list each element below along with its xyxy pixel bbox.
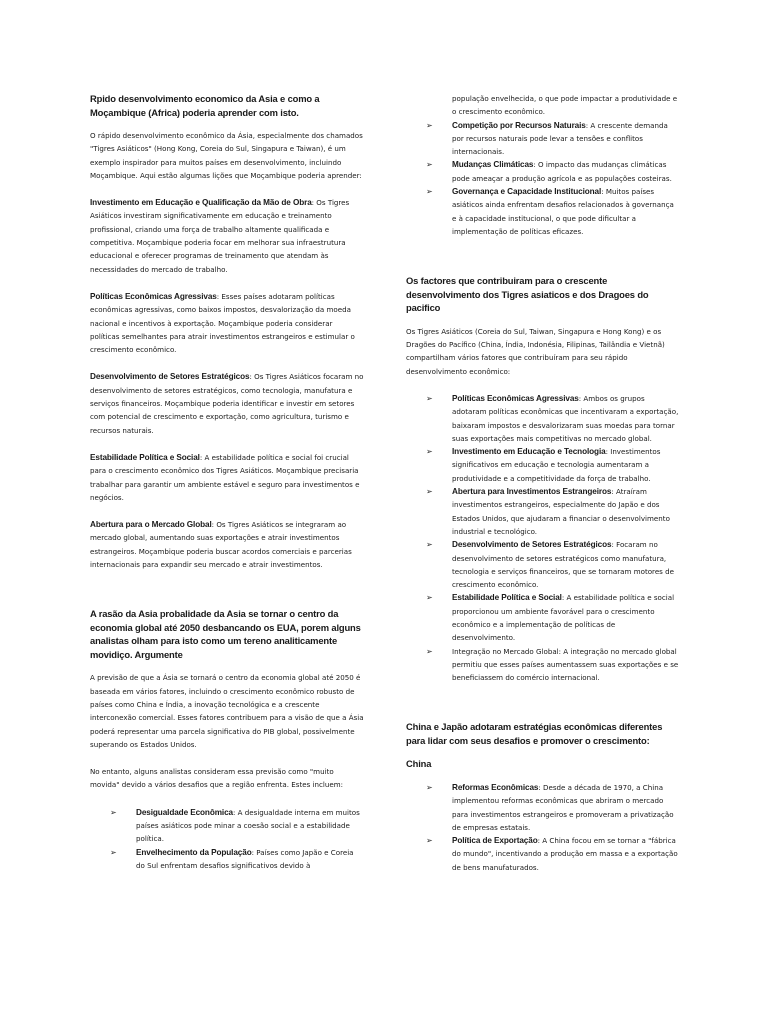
list-item: ➢ Envelhecimento da População: Países como Japão e Coreia do Sul enfrentam desafios significativos devido à	[110, 847, 354, 870]
list-item: ➢ Integração no Mercado Global: A integração no mercado global permitiu que esses países aumentassem suas exportações e se beneficiassem do comércio internacional.	[426, 646, 679, 683]
challenges-list	[90, 806, 364, 872]
section-heading: Os factores que contribuiram para o crescente desenvolvimento dos Tigres asiaticos e dos Dragoes do pacifico	[406, 275, 649, 314]
arrow-bullet-icon: ➢	[426, 540, 433, 550]
arrow-bullet-icon: ➢	[426, 393, 433, 403]
list-item: ➢ Investimento em Educação e Tecnologia: Investimentos significativos em educação e tecnologia aumentaram a produtividade e a competitividade da força de trabalho.	[426, 447, 661, 483]
lesson-paragraph: Políticas Econômicas Agressivas: Esses países adotaram políticas econômicas agressivas, como baixos impostos, desvalorização da moeda nacional e incentivos à exportação. Moçambique poderia considerar políticas semelhantes para atrair investimentos estrangeiros e estimular o crescimento econômico.	[90, 291, 355, 355]
arrow-bullet-icon: ➢	[426, 447, 433, 457]
arrow-bullet-icon: ➢	[426, 782, 433, 792]
list-item: ➢ Competição por Recursos Naturais: A crescente demanda por recursos naturais pode levar a tensões e conflitos internacionais.	[426, 120, 668, 157]
lesson-paragraph: Estabilidade Política e Social: A estabilidade política e social foi crucial para o crescimento econômico dos Tigres Asiáticos. Moçambique precisaria trabalhar para garantir um ambiente estável e seguro para investimentos e negócios.	[90, 452, 360, 502]
document-title: Rpido desenvolvimento economico da Asia e como a Moçambique (Africa) poderia aprender com isto.	[90, 93, 320, 118]
lessons-list	[90, 196, 364, 571]
list-item: ➢ Política de Exportação: A China focou em se tornar a "fábrica do mundo", incentivando a produção em massa e a exportação de bens manufaturados.	[426, 836, 678, 872]
arrow-bullet-icon: ➢	[426, 187, 433, 197]
challenges-list-continued	[406, 92, 680, 238]
arrow-bullet-icon: ➢	[426, 120, 433, 130]
arrow-bullet-icon: ➢	[110, 847, 117, 857]
list-item: ➢ Estabilidade Política e Social: A estabilidade política e social proporcionou um ambiente favorável para o crescimento econômico e a implementação de políticas de desenvolvimento.	[426, 593, 675, 643]
list-item: ➢ Abertura para Investimentos Estrangeiros: Atraíram investimentos estrangeiros, especialmente do Japão e dos Estados Unidos, que ajudaram a financiar o desenvolvimento industrial e tecnológico.	[426, 487, 670, 536]
lesson-paragraph: Desenvolvimento de Setores Estratégicos: Os Tigres Asiáticos focaram no desenvolvimento de setores estratégicos, como tecnologia, manufatura e serviços financeiros. Moçambique poderia identificar e investir em setores com potencial de crescimento e exportação, como agricultura, turismo e recursos naturais.	[90, 372, 364, 435]
section-paragraph: Os Tigres Asiáticos (Coreia do Sul, Taiwan, Singapura e Hong Kong) e os Dragões do Pacífico (China, Índia, Indonésia, Filipinas, Tailândia e Vietnã) compartilham vários fatores que contribuíram para seu rápido desenvolvimento econômico:	[406, 326, 665, 376]
left-column	[90, 92, 364, 872]
arrow-bullet-icon: ➢	[426, 160, 433, 170]
list-item: ➢ Políticas Econômicas Agressivas: Ambos os grupos adotaram políticas econômicas que incentivaram a exportação, baixaram impostos e desvalorizaram suas moedas para tornar suas exportações mais competitivas no mercado global.	[426, 393, 679, 443]
section-heading: China e Japão adotaram estratégias econômicas diferentes para lidar com seus desafios e promover o crescimento:	[406, 721, 663, 746]
arrow-bullet-icon: ➢	[426, 593, 433, 603]
list-item: ➢ Desigualdade Econômica: A desigualdade interna em muitos países asiáticos pode minar a coesão social e a estabilidade política.	[110, 807, 360, 844]
list-item: ➢ Mudanças Climáticas: O impacto das mudanças climáticas pode ameaçar a produção agrícola e as populações costeiras.	[426, 160, 672, 183]
list-item: ➢ Desenvolvimento de Setores Estratégicos: Focaram no desenvolvimento de setores estratégicos como manufatura, tecnologia e serviços financeiros, que se tornaram motores de crescimento econômico.	[426, 540, 675, 590]
list-item: população envelhecida, o que pode impactar a produtividade e o crescimento econômico.	[452, 94, 678, 117]
arrow-bullet-icon: ➢	[426, 646, 433, 656]
china-list	[406, 781, 680, 874]
subsection-heading: China	[406, 758, 432, 770]
list-item: ➢ Reformas Econômicas: Desde a década de 1970, a China implementou reformas econômicas que abriram o mercado para investimentos estrangeiros e promoveram a privatização de empresas estatais.	[426, 782, 674, 832]
section-heading: A rasão da Asia probalidade da Asia se tornar o centro da economia global até 2050 desbancando os EUA, porem alguns analistas olham para isto como um tereno analiticamente movidiço. Argumente	[90, 608, 361, 660]
arrow-bullet-icon: ➢	[426, 487, 433, 497]
section-paragraph: No entanto, alguns analistas consideram essa previsão como "muito movida" devido a vários desafios que a região enfrenta. Estes incluem:	[90, 767, 344, 790]
section-paragraph: A previsão de que a Ásia se tornará o centro da economia global até 2050 é baseada em vários fatores, incluindo o crescimento econômico robusto de países como China e Índia, a inovação tecnológica e a crescente interconexão comercial. Esses fatores contribuem para a visão de que a Ásia poderá representar uma parcela significativa do PIB global, possivelmente superando os Estados Unidos.	[90, 673, 364, 749]
right-column	[406, 92, 680, 874]
intro-paragraph: O rápido desenvolvimento econômico da Ásia, especialmente dos chamados "Tigres Asiáticos" (Hong Kong, Coreia do Sul, Singapura e Taiwan), é um exemplo inspirador para muitos países em desenvolvimento, incluindo Moçambique. Aqui estão algumas lições que Moçambique poderia aprender:	[90, 131, 363, 180]
factors-list	[406, 392, 680, 685]
list-item: ➢ Governança e Capacidade Institucional: Muitos países asiáticos ainda enfrentam desafios relacionados à governança e à capacidade institucional, o que pode dificultar a implementação de políticas eficazes.	[426, 187, 674, 236]
lesson-paragraph: Investimento em Educação e Qualificação da Mão de Obra: Os Tigres Asiáticos investiram significativamente em educação e treinamento profissional, criando uma força de trabalho altamente qualificada e competitiva. Moçambique poderia focar em melhorar sua infraestrutura educacional e oferecer programas de treinamento que atendam às necessidades do mercado de trabalho.	[90, 198, 350, 274]
arrow-bullet-icon: ➢	[426, 836, 433, 846]
lesson-paragraph: Abertura para o Mercado Global: Os Tigres Asiáticos se integraram ao mercado global, aumentando suas exportações e atrair investimentos estrangeiros. Moçambique poderia buscar acordos comerciais e parcerias internacionais para expandir seu mercado e atrair investimentos.	[90, 520, 352, 570]
arrow-bullet-icon: ➢	[110, 807, 117, 817]
